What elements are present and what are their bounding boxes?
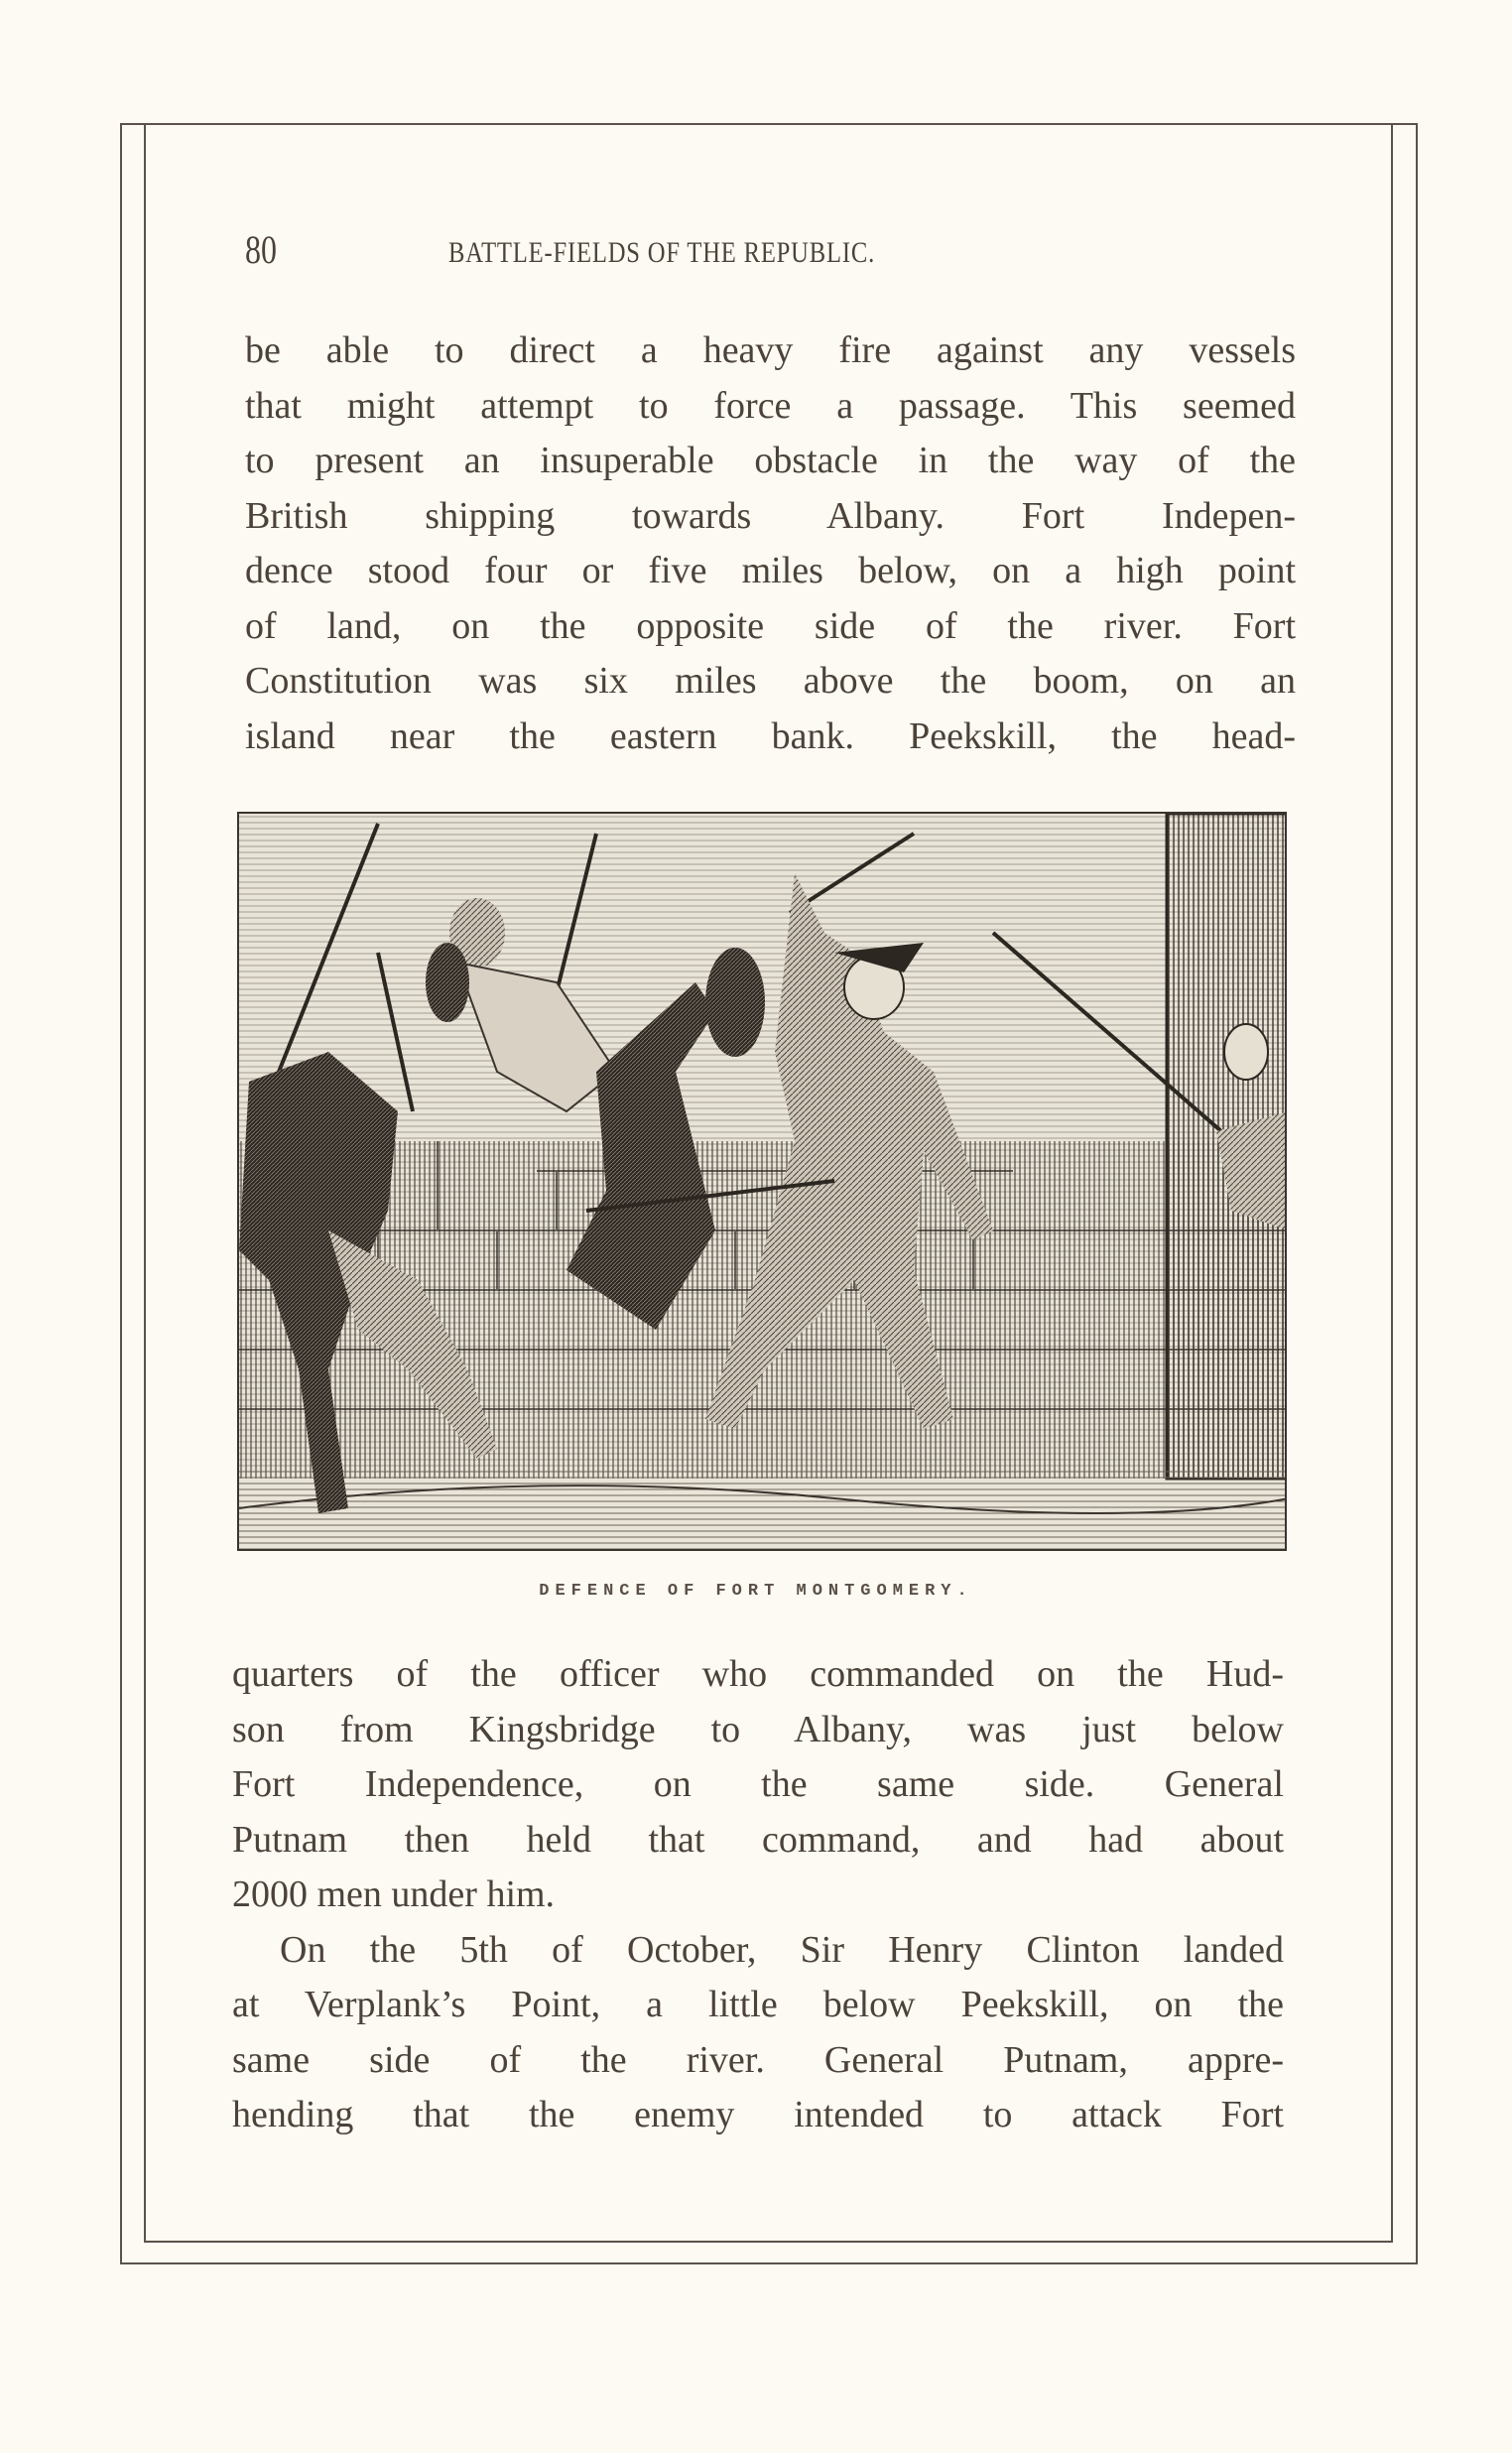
illustration-defence-of-fort-montgomery — [237, 812, 1287, 1551]
text-line: British shipping towards Albany. Fort Indepen- — [245, 494, 1296, 537]
text-line: that might attempt to force a passage. This seemed — [245, 384, 1296, 427]
engraving-image — [239, 814, 1287, 1551]
text-line: hending that the enemy intended to attack Fort — [232, 2094, 1284, 2135]
text-line: dence stood four or five miles below, on a high point — [245, 550, 1296, 591]
text-line: son from Kingsbridge to Albany, was just below — [232, 1708, 1284, 1750]
paragraph-bottom — [232, 1647, 1284, 2143]
text-line: of land, on the opposite side of the river. Fort — [245, 604, 1296, 647]
text-line: at Verplank’s Point, a little below Peekskill, on the — [232, 1984, 1284, 2025]
text-line: quarters of the officer who commanded on the Hud- — [232, 1653, 1284, 1695]
text-line: island near the eastern bank. Peekskill, the head- — [245, 714, 1296, 757]
text-line: Putnam then held that command, and had about — [232, 1818, 1284, 1861]
text-line: be able to direct a heavy fire against any vessels — [245, 329, 1296, 371]
text-line: Constitution was six miles above the boom, on an — [245, 660, 1296, 702]
running-title: BATTLE-FIELDS OF THE REPUBLIC. — [448, 236, 876, 269]
text-line: Fort Independence, on the same side. General — [232, 1763, 1284, 1805]
figure-caption: DEFENCE OF FORT MONTGOMERY. — [539, 1582, 973, 1601]
text-line: On the 5th of October, Sir Henry Clinton landed — [280, 1928, 1284, 1971]
page-number: 80 — [245, 227, 277, 272]
paragraph-top — [245, 323, 1296, 764]
text-line: to present an insuperable obstacle in the way of the — [245, 440, 1296, 481]
text-line: same side of the river. General Putnam, appre- — [232, 2038, 1284, 2081]
text-line: 2000 men under him. — [232, 1873, 556, 1915]
